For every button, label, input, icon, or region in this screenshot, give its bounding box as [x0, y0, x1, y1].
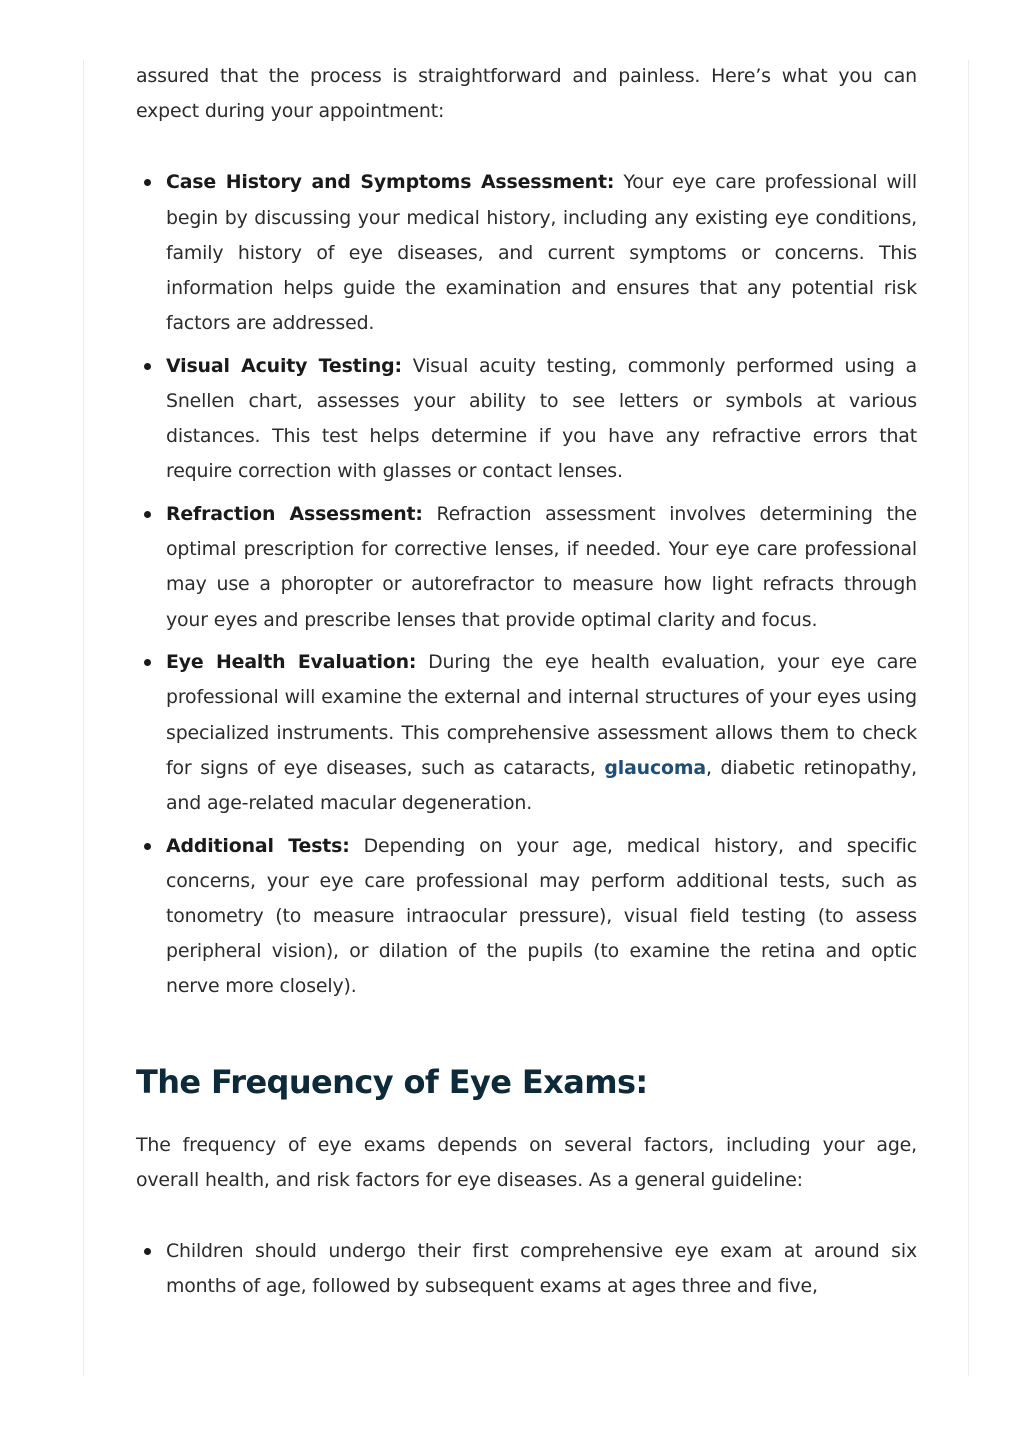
- article-content: [136, 59, 917, 1312]
- exam-steps-list: [136, 165, 917, 1004]
- section-heading: The Frequency of Eye Exams:: [136, 1062, 648, 1101]
- list-item-additional-tests: [166, 829, 917, 1005]
- list-item-text: Your eye care professional will begin by discussing your medical history, including any existing eye conditions, family history of eye diseases, and current symptoms or concerns. This information helps guide the examination and ensures that any potential risk factors are addressed.: [166, 171, 917, 335]
- list-item-case-history: [166, 165, 917, 341]
- intro-paragraph: assured that the process is straightforward and painless. Here’s what you can expect during your appointment:: [136, 65, 917, 123]
- list-item-text: , diabetic retinopathy, and age-related macular degeneration.: [166, 756, 917, 815]
- list-item-visual-acuity: [166, 349, 917, 490]
- list-item-text: Visual acuity testing, commonly performed using a Snellen chart, assesses your ability to see letters or symbols at various distances. This test helps determine if you have any refractive errors that require correction with glasses or contact lenses.: [166, 354, 917, 483]
- guidelines-list: [136, 1234, 917, 1304]
- list-item-text: During the eye health evaluation, your eye care professional will examine the external and internal structures of your eyes using specialized instruments. This comprehensive assessment allows them to check for signs of eye diseases, such as cataracts,: [166, 651, 917, 779]
- list-item-title: Additional Tests:: [166, 834, 350, 857]
- list-item-title: Refraction Assessment:: [166, 503, 423, 526]
- glaucoma-link[interactable]: glaucoma: [604, 756, 706, 779]
- list-item-title: Eye Health Evaluation:: [166, 651, 417, 674]
- list-item-children: Children should undergo their first comprehensive eye exam at around six months of age, followed by subsequent exams at ages three and five,: [166, 1234, 917, 1304]
- list-item-eye-health: [166, 645, 917, 821]
- list-item-text: Depending on your age, medical history, and specific concerns, your eye care professional may perform additional tests, such as tonometry (to measure intraocular pressure), visual field testing (to assess peripheral vision), or dilation of the pupils (to examine the retina and optic nerve more closely).: [166, 834, 917, 998]
- list-item-refraction: [166, 497, 917, 638]
- list-item-text: Refraction assessment involves determining the optimal prescription for corrective lenses, if needed. Your eye care professional may use a phoropter or autorefractor to measure how light refracts through your eyes and prescribe lenses that provide optimal clarity and focus.: [166, 503, 918, 631]
- list-item-title: Case History and Symptoms Assessment:: [166, 171, 615, 194]
- section-paragraph: The frequency of eye exams depends on several factors, including your age, overall health, and risk factors for eye diseases. As a general guideline:: [136, 1133, 917, 1191]
- list-item-title: Visual Acuity Testing:: [166, 354, 402, 377]
